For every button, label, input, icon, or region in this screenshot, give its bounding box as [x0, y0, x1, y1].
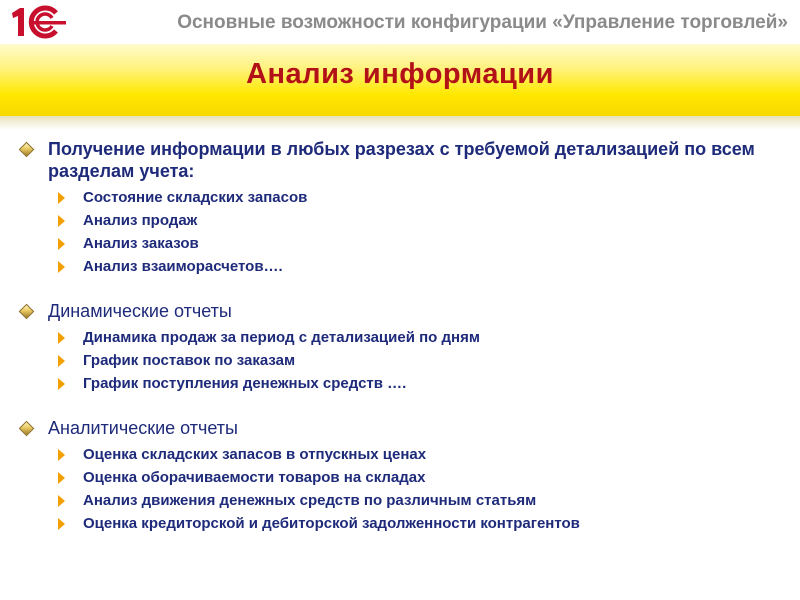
- page-title: Анализ информации: [246, 58, 554, 90]
- arrow-bullet-icon: [58, 518, 65, 530]
- section-dynamic-reports: [0, 300, 800, 395]
- arrow-bullet-icon: [58, 192, 65, 204]
- list-item: [0, 466, 800, 489]
- arrow-bullet-icon: [58, 495, 65, 507]
- list-item-text: Динамика продаж за период с детализацией по дням: [83, 329, 480, 346]
- arrow-bullet-icon: [58, 378, 65, 390]
- list-item: [0, 209, 800, 232]
- list-item: [0, 443, 800, 466]
- section-info-retrieval: [0, 138, 800, 278]
- list-item: [0, 232, 800, 255]
- section-heading-text: Динамические отчеты: [48, 301, 232, 321]
- item-list: [0, 443, 800, 535]
- list-item-text: Анализ заказов: [83, 235, 199, 252]
- section-heading-text: Аналитические отчеты: [48, 418, 238, 438]
- list-item: [0, 326, 800, 349]
- section-heading: [0, 138, 800, 182]
- diamond-bullet-icon: [19, 142, 35, 158]
- arrow-bullet-icon: [58, 332, 65, 344]
- arrow-bullet-icon: [58, 215, 65, 227]
- list-item-text: Оценка оборачиваемости товаров на складах: [83, 469, 426, 486]
- 1c-logo-icon: [8, 4, 72, 40]
- list-item-text: Оценка складских запасов в отпускных ценах: [83, 446, 427, 463]
- diamond-bullet-icon: [19, 304, 35, 320]
- arrow-bullet-icon: [58, 472, 65, 484]
- spacer: [0, 278, 800, 300]
- slide-content: [0, 138, 800, 535]
- list-item-text: Анализ продаж: [83, 212, 198, 229]
- arrow-bullet-icon: [58, 355, 65, 367]
- list-item-text: Оценка кредиторской и дебиторской задолженности контрагентов: [83, 515, 580, 532]
- item-list: [0, 186, 800, 278]
- section-analytic-reports: [0, 417, 800, 535]
- list-item: [0, 372, 800, 395]
- item-list: [0, 326, 800, 395]
- arrow-bullet-icon: [58, 449, 65, 461]
- section-heading: [0, 417, 800, 439]
- diamond-bullet-icon: [19, 421, 35, 437]
- list-item: [0, 489, 800, 512]
- list-item-text: График поставок по заказам: [83, 352, 296, 369]
- list-item: [0, 512, 800, 535]
- section-heading: [0, 300, 800, 322]
- list-item-text: Анализ движения денежных средств по различным статьям: [83, 492, 537, 509]
- list-item-text: Анализ взаиморасчетов….: [83, 258, 283, 275]
- arrow-bullet-icon: [58, 261, 65, 273]
- list-item: [0, 349, 800, 372]
- list-item-text: График поступления денежных средств ….: [83, 375, 407, 392]
- spacer: [0, 395, 800, 417]
- arrow-bullet-icon: [58, 238, 65, 250]
- title-band-shadow: [0, 116, 800, 130]
- header-subtitle: Основные возможности конфигурации «Управление торговлей»: [177, 12, 788, 33]
- list-item: [0, 255, 800, 278]
- list-item-text: Состояние складских запасов: [83, 189, 308, 206]
- section-heading-text: Получение информации в любых разрезах с требуемой детализацией по всем разделам учета:: [48, 139, 755, 181]
- list-item: [0, 186, 800, 209]
